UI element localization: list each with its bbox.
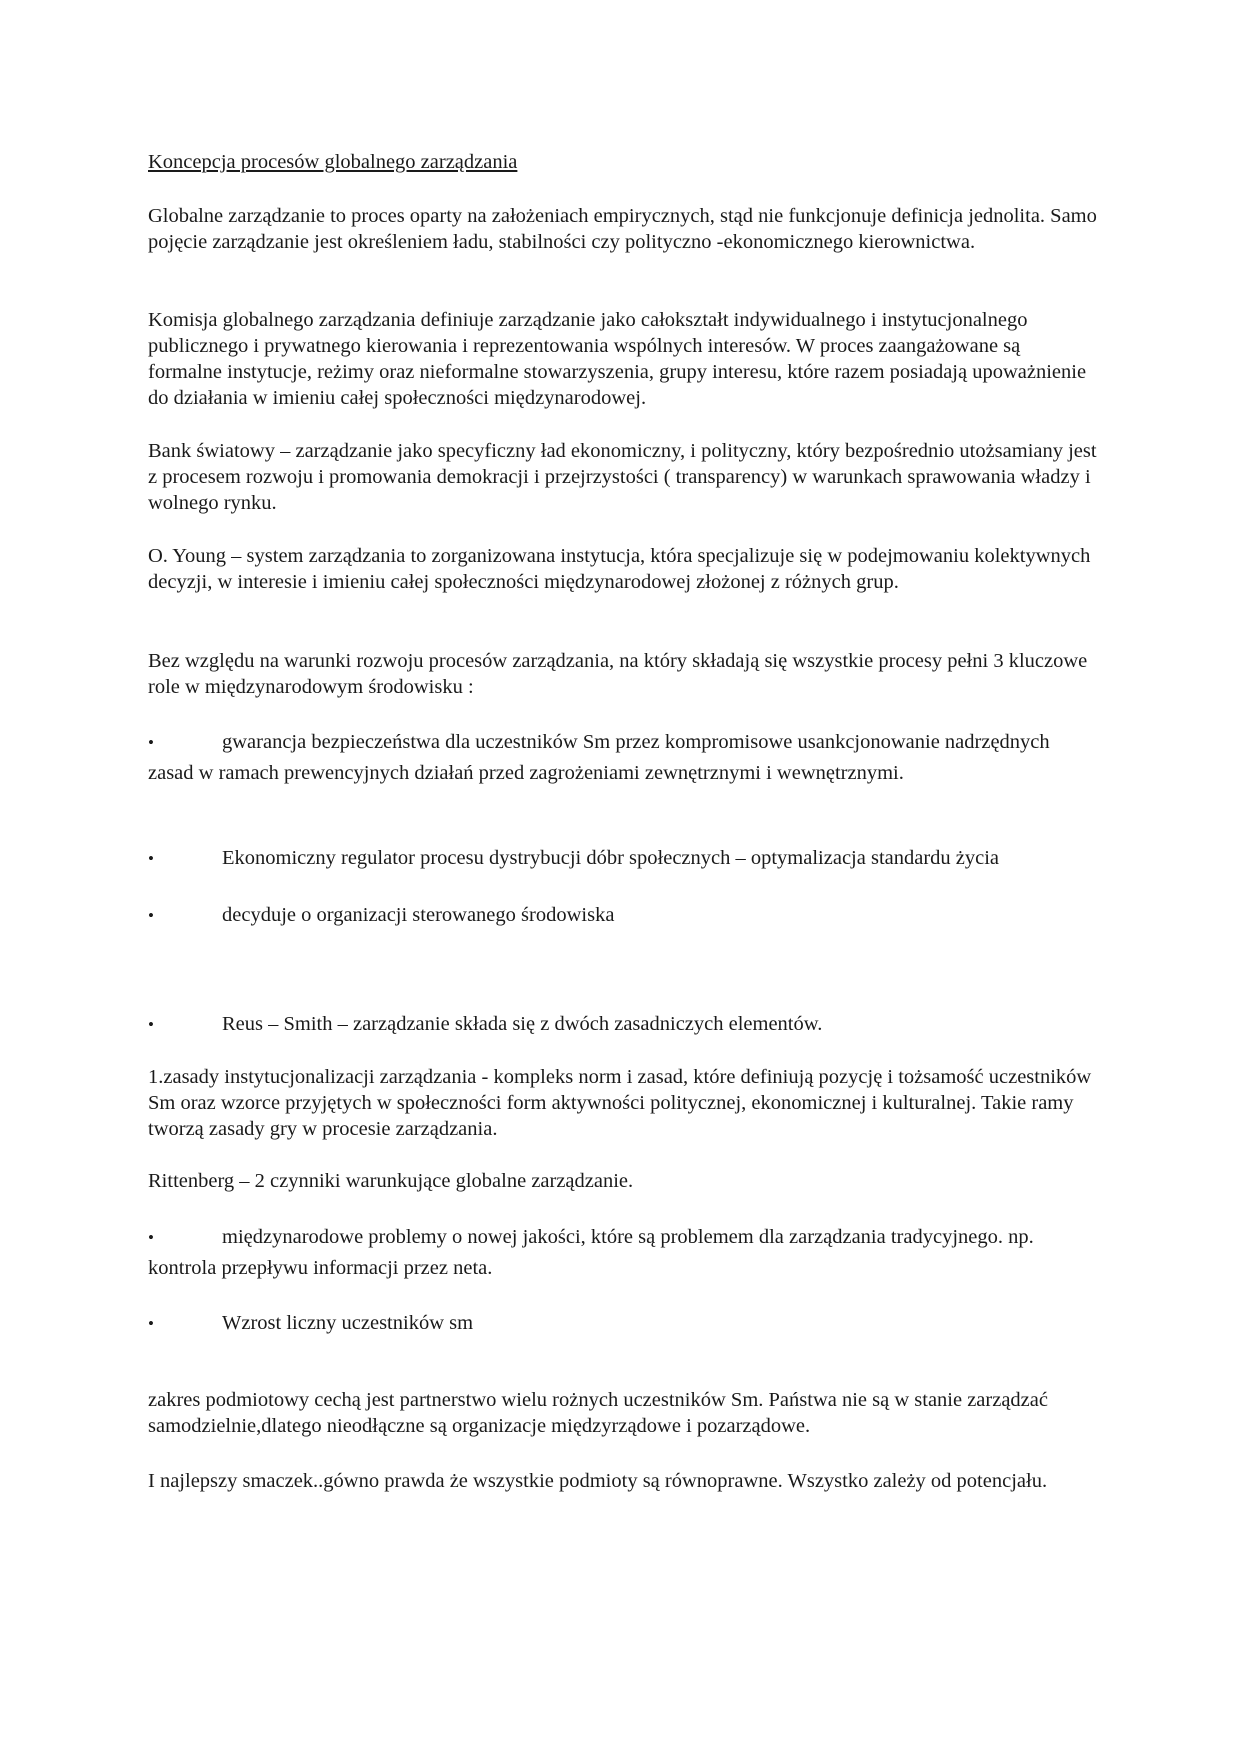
- paragraph-conclusion: I najlepszy smaczek..gówno prawda że wszystkie podmioty są równoprawne. Wszystko zależy od potencjału.: [148, 1470, 1048, 1492]
- list-item: [148, 727, 1098, 789]
- bullet-icon: •: [148, 906, 154, 925]
- paragraph-young: O. Young – system zarządzania to zorganizowana instytucja, która specjalizuje się w podejmowaniu kolektywnych decyzji, w interesie i imieniu całej społeczności międzynarodowej złożonej z różnych grup.: [148, 545, 1091, 593]
- paragraph-roles: Bez względu na warunki rozwoju procesów zarządzania, na który składają się wszystkie procesy pełni 3 kluczowe role w międzynarodowym środowisku :: [148, 650, 1088, 698]
- list-item: [148, 1308, 1098, 1339]
- paragraph-rittenberg: Rittenberg – 2 czynniki warunkujące globalne zarządzanie.: [148, 1170, 634, 1192]
- list-item-text: gwarancja bezpieczeństwa dla uczestników Sm przez kompromisowe usankcjonowanie nadrzędnych zasad w ramach prewencyjnych działań przed zagrożeniami zewnętrznymi i wewnętrznymi.: [148, 731, 1050, 784]
- bullet-icon: •: [148, 1314, 154, 1333]
- bullet-icon: •: [148, 1015, 154, 1034]
- paragraph-scope: zakres podmiotowy cechą jest partnerstwo wielu rożnych uczestników Sm. Państwa nie są w stanie zarządzać samodzielnie,dlatego nieodłączne są organizacje międzyrządowe i pozarządowe.: [148, 1389, 1048, 1437]
- list-item-text: Ekonomiczny regulator procesu dystrybucji dóbr społecznych – optymalizacja standardu życia: [222, 847, 1000, 869]
- list-item-text: Reus – Smith – zarządzanie składa się z dwóch zasadniczych elementów.: [222, 1013, 823, 1035]
- bullet-icon: •: [148, 1228, 154, 1247]
- list-item: [148, 900, 1098, 931]
- bullet-icon: •: [148, 733, 154, 752]
- bullet-icon: •: [148, 849, 154, 868]
- paragraph-world-bank: Bank światowy – zarządzanie jako specyficzny ład ekonomiczny, i polityczny, który bezpośrednio utożsamiany jest z procesem rozwoju i promowania demokracji i przejrzystości ( transparency) w warunkach sprawowania władzy i wolnego rynku.: [148, 440, 1097, 514]
- list-item-text: decyduje o organizacji sterowanego środowiska: [222, 904, 615, 926]
- list-item: [148, 1222, 1098, 1284]
- list-item-text: Wzrost liczny uczestników sm: [222, 1312, 474, 1334]
- list-item-text: międzynarodowe problemy o nowej jakości, które są problemem dla zarządzania tradycyjnego. np. kontrola przepływu informacji przez neta.: [148, 1226, 1034, 1279]
- list-item: [148, 1009, 1098, 1040]
- paragraph-commission: Komisja globalnego zarządzania definiuje zarządzanie jako całokształt indywidualnego i instytucjonalnego publicznego i prywatnego kierowania i reprezentowania wspólnych interesów. W proces zaangażowane są formalne instytucje, reżimy oraz nieformalne stowarzyszenia, grupy interesu, które razem posiadają upoważnienie do działania w imieniu całej społeczności międzynarodowej.: [148, 309, 1087, 409]
- paragraph-institutionalization: 1.zasady instytucjonalizacji zarządzania - kompleks norm i zasad, które definiują pozycję i tożsamość uczestników Sm oraz wzorce przyjętych w społeczności form aktywności politycznej, ekonomicznej i kulturalnej. Takie ramy tworzą zasady gry w procesie zarządzania.: [148, 1066, 1092, 1140]
- document-title: Koncepcja procesów globalnego zarządzania: [148, 151, 518, 173]
- paragraph-definition: Globalne zarządzanie to proces oparty na założeniach empirycznych, stąd nie funkcjonuje definicja jednolita. Samo pojęcie zarządzanie jest określeniem ładu, stabilności czy polityczno -ekonomicznego kierownictwa.: [148, 205, 1097, 253]
- list-item: [148, 843, 1098, 874]
